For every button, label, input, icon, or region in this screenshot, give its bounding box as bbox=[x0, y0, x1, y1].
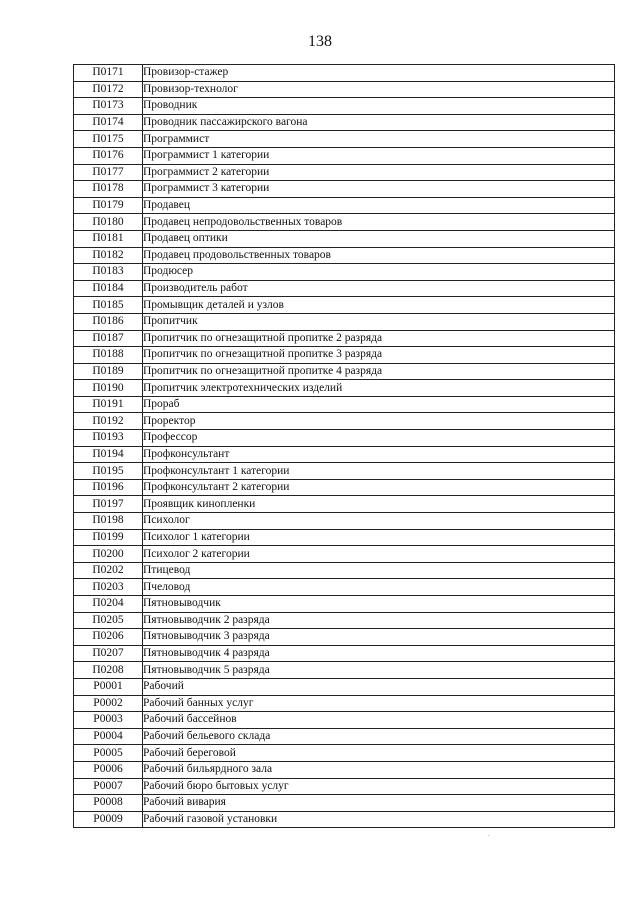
occupation-code: П0181 bbox=[74, 230, 143, 247]
occupation-code: П0195 bbox=[74, 463, 143, 480]
table-row bbox=[74, 761, 615, 778]
table-row bbox=[74, 562, 615, 579]
occupation-code: П0185 bbox=[74, 297, 143, 314]
table-row bbox=[74, 230, 615, 247]
table-row bbox=[74, 579, 615, 596]
occupation-name: Пятновыводчик 5 разряда bbox=[143, 662, 615, 679]
occupation-code: П0199 bbox=[74, 529, 143, 546]
occupation-name: Провизор-стажер bbox=[143, 65, 615, 82]
occupation-name: Профконсультант 1 категории bbox=[143, 463, 615, 480]
occupation-name: Провизор-технолог bbox=[143, 81, 615, 98]
table-row bbox=[74, 712, 615, 729]
occupation-name: Рабочий бюро бытовых услуг bbox=[143, 778, 615, 795]
occupation-name: Прораб bbox=[143, 396, 615, 413]
table-row bbox=[74, 513, 615, 530]
occupation-name: Программист 2 категории bbox=[143, 164, 615, 181]
scan-artifact: · bbox=[487, 832, 490, 840]
table-row bbox=[74, 645, 615, 662]
table-row bbox=[74, 65, 615, 82]
table-row bbox=[74, 430, 615, 447]
occupation-code: П0186 bbox=[74, 313, 143, 330]
occupation-name: Пропитчик по огнезащитной пропитке 4 разряда bbox=[143, 363, 615, 380]
occupation-code: П0194 bbox=[74, 446, 143, 463]
occupation-name: Психолог 1 категории bbox=[143, 529, 615, 546]
occupation-name: Рабочий bbox=[143, 678, 615, 695]
occupation-name: Психолог 2 категории bbox=[143, 546, 615, 563]
occupation-code: П0207 bbox=[74, 645, 143, 662]
occupation-code: П0187 bbox=[74, 330, 143, 347]
occupation-code: Р0004 bbox=[74, 728, 143, 745]
occupation-code: П0205 bbox=[74, 612, 143, 629]
occupation-code: П0182 bbox=[74, 247, 143, 264]
occupation-code: П0172 bbox=[74, 81, 143, 98]
occupation-code: П0200 bbox=[74, 546, 143, 563]
table-body bbox=[74, 65, 615, 828]
table-row bbox=[74, 778, 615, 795]
occupation-code: Р0006 bbox=[74, 761, 143, 778]
table-row bbox=[74, 529, 615, 546]
occupation-name: Рабочий банных услуг bbox=[143, 695, 615, 712]
occupation-code: П0190 bbox=[74, 380, 143, 397]
occupation-name: Рабочий бассейнов bbox=[143, 712, 615, 729]
occupation-code: П0192 bbox=[74, 413, 143, 430]
table-row bbox=[74, 728, 615, 745]
table-row bbox=[74, 131, 615, 148]
occupation-code: П0184 bbox=[74, 280, 143, 297]
occupation-code: П0188 bbox=[74, 347, 143, 364]
table-row bbox=[74, 313, 615, 330]
occupation-name: Профконсультант bbox=[143, 446, 615, 463]
occupation-code: П0206 bbox=[74, 629, 143, 646]
table-row bbox=[74, 280, 615, 297]
occupation-code-table bbox=[73, 64, 615, 828]
table-row bbox=[74, 147, 615, 164]
table-row bbox=[74, 612, 615, 629]
table-row bbox=[74, 181, 615, 198]
table-row bbox=[74, 247, 615, 264]
occupation-name: Психолог bbox=[143, 513, 615, 530]
occupation-code: П0196 bbox=[74, 479, 143, 496]
occupation-name: Проявщик кинопленки bbox=[143, 496, 615, 513]
occupation-name: Программист bbox=[143, 131, 615, 148]
table-row bbox=[74, 164, 615, 181]
occupation-code: П0198 bbox=[74, 513, 143, 530]
occupation-code: П0203 bbox=[74, 579, 143, 596]
table-row bbox=[74, 496, 615, 513]
table-row bbox=[74, 463, 615, 480]
occupation-name: Пропитчик электротехнических изделий bbox=[143, 380, 615, 397]
table-row bbox=[74, 795, 615, 812]
occupation-name: Производитель работ bbox=[143, 280, 615, 297]
occupation-name: Проректор bbox=[143, 413, 615, 430]
occupation-name: Программист 1 категории bbox=[143, 147, 615, 164]
occupation-name: Продюсер bbox=[143, 264, 615, 281]
table-row bbox=[74, 297, 615, 314]
table-row bbox=[74, 330, 615, 347]
occupation-name: Пропитчик по огнезащитной пропитке 3 разряда bbox=[143, 347, 615, 364]
occupation-name: Профессор bbox=[143, 430, 615, 447]
occupation-name: Профконсультант 2 категории bbox=[143, 479, 615, 496]
occupation-code: П0183 bbox=[74, 264, 143, 281]
occupation-code: П0180 bbox=[74, 214, 143, 231]
occupation-name: Пропитчик по огнезащитной пропитке 2 разряда bbox=[143, 330, 615, 347]
table-row bbox=[74, 81, 615, 98]
table-row bbox=[74, 363, 615, 380]
occupation-code: Р0001 bbox=[74, 678, 143, 695]
occupation-code: П0179 bbox=[74, 197, 143, 214]
table-row bbox=[74, 446, 615, 463]
occupation-name: Продавец оптики bbox=[143, 230, 615, 247]
table-row bbox=[74, 197, 615, 214]
table-row bbox=[74, 214, 615, 231]
occupation-name: Продавец продовольственных товаров bbox=[143, 247, 615, 264]
occupation-name: Пятновыводчик 2 разряда bbox=[143, 612, 615, 629]
occupation-code: П0208 bbox=[74, 662, 143, 679]
table-row bbox=[74, 695, 615, 712]
table-row bbox=[74, 546, 615, 563]
table-row bbox=[74, 596, 615, 613]
occupation-code: П0178 bbox=[74, 181, 143, 198]
occupation-code: П0202 bbox=[74, 562, 143, 579]
occupation-name: Пятновыводчик 3 разряда bbox=[143, 629, 615, 646]
table-row bbox=[74, 413, 615, 430]
occupation-name: Программист 3 категории bbox=[143, 181, 615, 198]
table-row bbox=[74, 745, 615, 762]
table-row bbox=[74, 396, 615, 413]
occupation-name: Рабочий бильярдного зала bbox=[143, 761, 615, 778]
occupation-name: Промывщик деталей и узлов bbox=[143, 297, 615, 314]
occupation-name: Пропитчик bbox=[143, 313, 615, 330]
occupation-code: П0175 bbox=[74, 131, 143, 148]
occupation-name: Проводник пассажирского вагона bbox=[143, 114, 615, 131]
table-row bbox=[74, 380, 615, 397]
table-row bbox=[74, 662, 615, 679]
occupation-name: Рабочий бельевого склада bbox=[143, 728, 615, 745]
occupation-name: Продавец непродовольственных товаров bbox=[143, 214, 615, 231]
occupation-name: Рабочий береговой bbox=[143, 745, 615, 762]
occupation-code: Р0007 bbox=[74, 778, 143, 795]
occupation-name: Пятновыводчик bbox=[143, 596, 615, 613]
table-row bbox=[74, 629, 615, 646]
occupation-name: Пятновыводчик 4 разряда bbox=[143, 645, 615, 662]
occupation-code: П0189 bbox=[74, 363, 143, 380]
occupation-name: Рабочий газовой установки bbox=[143, 811, 615, 828]
occupation-code: Р0008 bbox=[74, 795, 143, 812]
table-row bbox=[74, 347, 615, 364]
occupation-code: П0191 bbox=[74, 396, 143, 413]
occupation-code: П0177 bbox=[74, 164, 143, 181]
page-number: 138 bbox=[308, 33, 332, 50]
occupation-code: П0171 bbox=[74, 65, 143, 82]
occupation-name: Птицевод bbox=[143, 562, 615, 579]
table-row bbox=[74, 678, 615, 695]
table-row bbox=[74, 811, 615, 828]
table-row bbox=[74, 479, 615, 496]
occupation-code: Р0005 bbox=[74, 745, 143, 762]
occupation-code: П0204 bbox=[74, 596, 143, 613]
occupation-name: Пчеловод bbox=[143, 579, 615, 596]
occupation-code: Р0002 bbox=[74, 695, 143, 712]
table-row bbox=[74, 264, 615, 281]
occupation-code: Р0003 bbox=[74, 712, 143, 729]
table-row bbox=[74, 98, 615, 115]
table-row bbox=[74, 114, 615, 131]
occupation-name: Проводник bbox=[143, 98, 615, 115]
occupation-code: П0174 bbox=[74, 114, 143, 131]
occupation-code: П0176 bbox=[74, 147, 143, 164]
occupation-name: Продавец bbox=[143, 197, 615, 214]
occupation-code: П0173 bbox=[74, 98, 143, 115]
occupation-code: П0193 bbox=[74, 430, 143, 447]
occupation-code: П0197 bbox=[74, 496, 143, 513]
occupation-code: Р0009 bbox=[74, 811, 143, 828]
occupation-name: Рабочий вивария bbox=[143, 795, 615, 812]
